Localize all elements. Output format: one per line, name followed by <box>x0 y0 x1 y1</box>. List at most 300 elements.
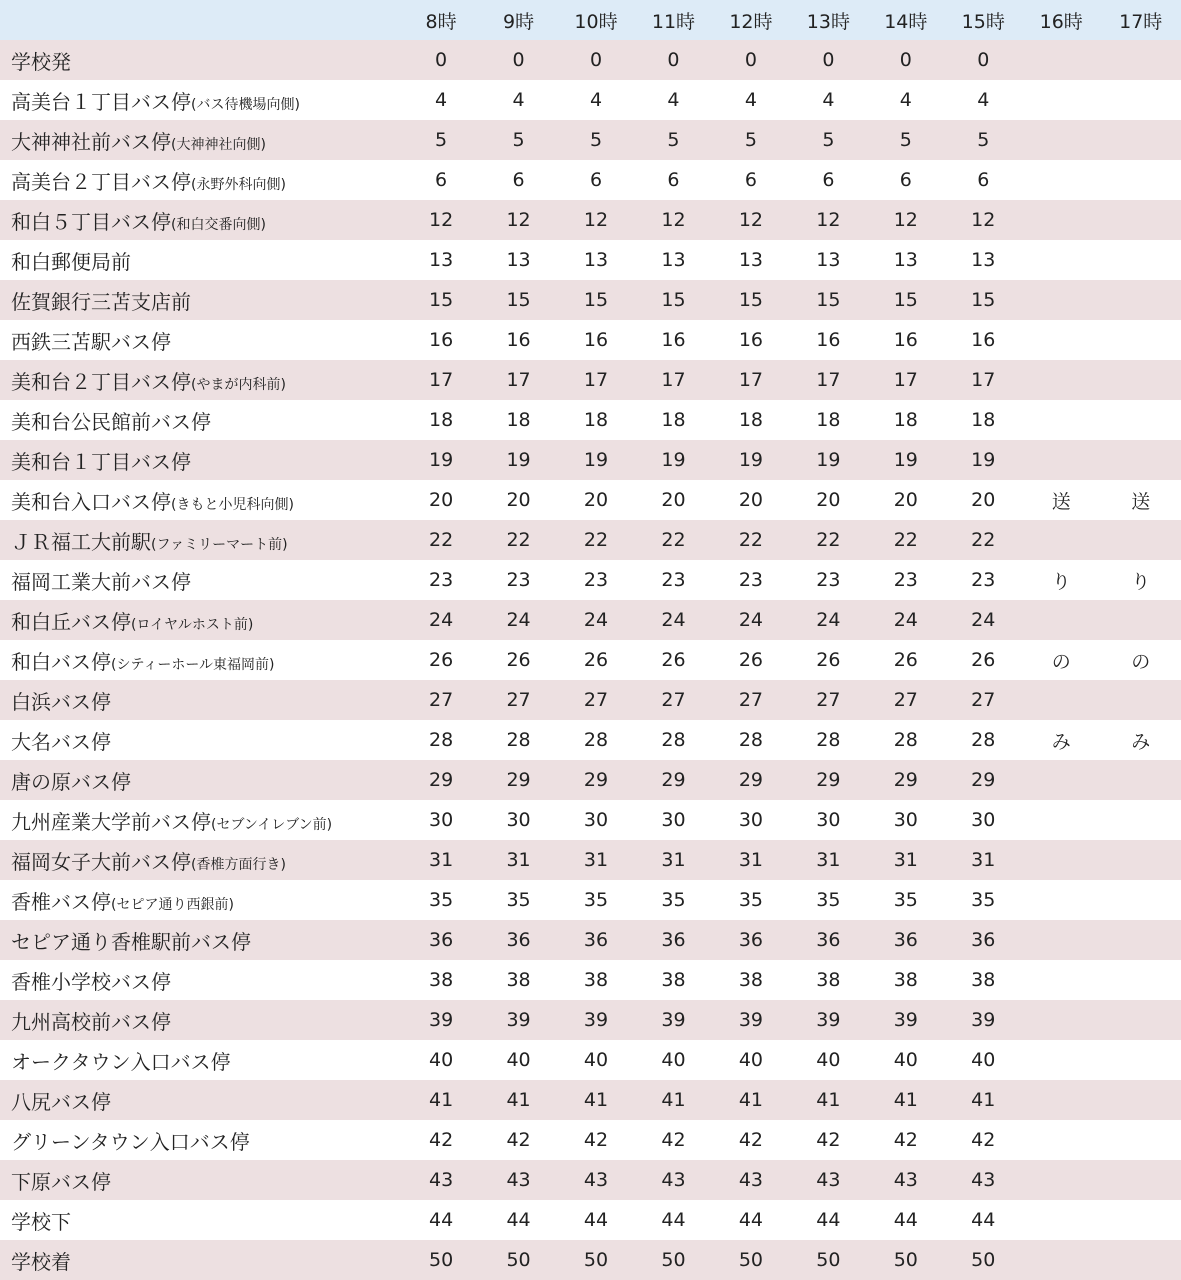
dropoff-only-cell <box>1100 1040 1181 1080</box>
stop-name: セピア通り香椎駅前バス停 <box>11 929 251 954</box>
minutes-cell: 31 <box>971 849 996 871</box>
minutes-cell: 16 <box>893 329 918 351</box>
minutes-cell: 17 <box>816 369 841 391</box>
stop-name: 高美台１丁目バス停 <box>11 89 191 114</box>
minutes-cell: 50 <box>738 1249 763 1271</box>
minutes-cell: 27 <box>583 689 609 711</box>
stop-landmark-note: (やまが内科前) <box>191 376 286 393</box>
minutes-cell: 35 <box>506 889 531 911</box>
minutes-cell: 38 <box>506 969 531 991</box>
minutes-cell: 44 <box>429 1209 454 1231</box>
minutes-cell: 29 <box>429 769 454 791</box>
minutes-cell: 13 <box>893 249 918 271</box>
header-stop-column <box>0 0 402 40</box>
minutes-cell: 41 <box>893 1089 918 1111</box>
minutes-cell: 18 <box>816 409 841 431</box>
minutes-cell: 40 <box>506 1049 531 1071</box>
table-row <box>0 320 1181 360</box>
dropoff-only-cell <box>1022 1000 1100 1040</box>
dropoff-only-cell <box>1100 880 1181 920</box>
minutes-cell: 36 <box>506 929 531 951</box>
stop-landmark-note: (バス待機場向側) <box>191 96 300 113</box>
header-hour: 14時 <box>884 10 928 33</box>
minutes-cell: 41 <box>583 1089 609 1111</box>
minutes-cell: 17 <box>893 369 918 391</box>
header-hour: 16時 <box>1039 10 1083 33</box>
stop-landmark-note: (香椎方面行き) <box>191 856 286 873</box>
minutes-cell: 43 <box>583 1169 609 1191</box>
minutes-cell: 22 <box>971 529 996 551</box>
stop-name: 香椎バス停 <box>11 889 111 914</box>
minutes-cell: 41 <box>429 1089 454 1111</box>
header-row <box>0 0 1181 40</box>
dropoff-only-cell: み <box>1131 730 1151 753</box>
minutes-cell: 22 <box>583 529 609 551</box>
minutes-cell: 24 <box>738 609 763 631</box>
minutes-cell: 27 <box>506 689 531 711</box>
minutes-cell: 6 <box>589 169 603 191</box>
minutes-cell: 18 <box>738 409 763 431</box>
minutes-cell: 50 <box>971 1249 996 1271</box>
minutes-cell: 20 <box>971 489 996 511</box>
minutes-cell: 27 <box>971 689 996 711</box>
minutes-cell: 26 <box>429 649 454 671</box>
dropoff-only-cell <box>1100 1000 1181 1040</box>
stop-landmark-note: (大神神社向側) <box>171 136 266 153</box>
stop-name-cell <box>0 320 402 360</box>
dropoff-only-cell <box>1022 1200 1100 1240</box>
table-row <box>0 280 1181 320</box>
minutes-cell: 19 <box>893 449 918 471</box>
table-row <box>0 720 1181 760</box>
minutes-cell: 42 <box>971 1129 996 1151</box>
minutes-cell: 43 <box>429 1169 454 1191</box>
minutes-cell: 24 <box>429 609 454 631</box>
minutes-cell: 20 <box>661 489 686 511</box>
minutes-cell: 44 <box>661 1209 686 1231</box>
table-row <box>0 1160 1181 1200</box>
stop-name: 美和台２丁目バス停 <box>11 369 191 394</box>
minutes-cell: 39 <box>893 1009 918 1031</box>
minutes-cell: 12 <box>971 209 996 231</box>
minutes-cell: 29 <box>816 769 841 791</box>
minutes-cell: 41 <box>738 1089 763 1111</box>
minutes-cell: 17 <box>583 369 609 391</box>
dropoff-only-cell <box>1100 760 1181 800</box>
minutes-cell: 39 <box>583 1009 609 1031</box>
dropoff-only-cell <box>1100 1240 1181 1280</box>
table-row <box>0 1200 1181 1240</box>
minutes-cell: 42 <box>738 1129 763 1151</box>
table-row <box>0 360 1181 400</box>
minutes-cell: 16 <box>971 329 996 351</box>
minutes-cell: 27 <box>893 689 918 711</box>
minutes-cell: 30 <box>429 809 454 831</box>
stop-name-cell <box>0 1000 402 1040</box>
minutes-cell: 5 <box>667 129 680 151</box>
dropoff-only-cell <box>1100 280 1181 320</box>
minutes-cell: 18 <box>893 409 918 431</box>
minutes-cell: 22 <box>816 529 841 551</box>
minutes-cell: 30 <box>661 809 686 831</box>
minutes-cell: 28 <box>506 729 531 751</box>
minutes-cell: 28 <box>738 729 763 751</box>
minutes-cell: 4 <box>899 89 912 111</box>
minutes-cell: 17 <box>506 369 531 391</box>
header-hour: 13時 <box>806 10 850 33</box>
dropoff-only-cell <box>1100 680 1181 720</box>
minutes-cell: 16 <box>738 329 763 351</box>
minutes-cell: 31 <box>816 849 841 871</box>
minutes-cell: 26 <box>738 649 763 671</box>
minutes-cell: 40 <box>583 1049 609 1071</box>
minutes-cell: 42 <box>661 1129 686 1151</box>
stop-name: 八尻バス停 <box>11 1089 111 1114</box>
stop-name-cell <box>0 560 402 600</box>
minutes-cell: 39 <box>506 1009 531 1031</box>
stop-name: 福岡工業大前バス停 <box>11 569 191 594</box>
stop-name: 美和台入口バス停 <box>11 489 171 514</box>
minutes-cell: 19 <box>661 449 686 471</box>
minutes-cell: 31 <box>893 849 918 871</box>
stop-name: 福岡女子大前バス停 <box>11 849 191 874</box>
minutes-cell: 44 <box>816 1209 841 1231</box>
stop-name-cell <box>0 840 402 880</box>
dropoff-only-cell <box>1100 800 1181 840</box>
minutes-cell: 30 <box>583 809 609 831</box>
minutes-cell: 44 <box>893 1209 918 1231</box>
minutes-cell: 15 <box>506 289 531 311</box>
stop-name-cell <box>0 400 402 440</box>
minutes-cell: 29 <box>583 769 609 791</box>
stop-name-cell <box>0 880 402 920</box>
dropoff-only-cell <box>1022 120 1100 160</box>
minutes-cell: 31 <box>583 849 609 871</box>
minutes-cell: 18 <box>429 409 454 431</box>
minutes-cell: 23 <box>583 569 609 591</box>
minutes-cell: 26 <box>583 649 609 671</box>
stop-landmark-note: (永野外科向側) <box>191 176 286 193</box>
minutes-cell: 26 <box>816 649 841 671</box>
minutes-cell: 6 <box>977 169 990 191</box>
minutes-cell: 18 <box>506 409 531 431</box>
minutes-cell: 36 <box>738 929 763 951</box>
stop-name: 大名バス停 <box>11 729 111 754</box>
minutes-cell: 19 <box>816 449 841 471</box>
stop-name-cell <box>0 520 402 560</box>
minutes-cell: 4 <box>977 89 990 111</box>
dropoff-only-cell <box>1100 360 1181 400</box>
stop-landmark-note: (ファミリーマート前) <box>151 536 288 553</box>
header-hour: 15時 <box>961 10 1005 33</box>
minutes-cell: 0 <box>512 49 525 71</box>
dropoff-only-cell <box>1022 400 1100 440</box>
minutes-cell: 19 <box>506 449 531 471</box>
stop-name: 学校着 <box>11 1249 71 1274</box>
stop-name-cell <box>0 80 402 120</box>
minutes-cell: 43 <box>816 1169 841 1191</box>
stop-name: 和白郵便局前 <box>11 249 131 274</box>
dropoff-only-cell <box>1100 400 1181 440</box>
dropoff-only-cell <box>1022 920 1100 960</box>
minutes-cell: 12 <box>738 209 763 231</box>
stop-name-cell <box>0 640 402 680</box>
minutes-cell: 13 <box>738 249 763 271</box>
minutes-cell: 35 <box>583 889 609 911</box>
minutes-cell: 43 <box>661 1169 686 1191</box>
dropoff-only-cell <box>1022 200 1100 240</box>
minutes-cell: 24 <box>661 609 686 631</box>
minutes-cell: 29 <box>506 769 531 791</box>
stop-name: 学校発 <box>11 49 71 74</box>
stop-landmark-note: (シティーホール東福岡前) <box>111 656 275 673</box>
minutes-cell: 36 <box>583 929 609 951</box>
table-row <box>0 800 1181 840</box>
minutes-cell: 6 <box>822 169 835 191</box>
dropoff-only-cell: み <box>1051 730 1071 753</box>
minutes-cell: 26 <box>506 649 531 671</box>
minutes-cell: 28 <box>661 729 686 751</box>
stop-name-cell <box>0 1080 402 1120</box>
minutes-cell: 31 <box>429 849 454 871</box>
minutes-cell: 43 <box>738 1169 763 1191</box>
minutes-cell: 15 <box>738 289 763 311</box>
minutes-cell: 22 <box>738 529 763 551</box>
table-row <box>0 1240 1181 1280</box>
dropoff-only-cell <box>1022 800 1100 840</box>
minutes-cell: 6 <box>667 169 680 191</box>
dropoff-only-cell <box>1100 960 1181 1000</box>
minutes-cell: 35 <box>661 889 686 911</box>
minutes-cell: 36 <box>661 929 686 951</box>
dropoff-only-cell <box>1022 680 1100 720</box>
minutes-cell: 23 <box>429 569 454 591</box>
minutes-cell: 28 <box>971 729 996 751</box>
minutes-cell: 16 <box>661 329 686 351</box>
dropoff-only-cell <box>1100 80 1181 120</box>
stop-name-cell <box>0 440 402 480</box>
minutes-cell: 4 <box>435 89 448 111</box>
stop-name-cell <box>0 920 402 960</box>
minutes-cell: 6 <box>899 169 912 191</box>
dropoff-only-cell <box>1022 600 1100 640</box>
minutes-cell: 42 <box>816 1129 841 1151</box>
minutes-cell: 50 <box>893 1249 918 1271</box>
stop-landmark-note: (きもと小児科向側) <box>171 496 294 513</box>
minutes-cell: 4 <box>744 89 757 111</box>
minutes-cell: 16 <box>583 329 609 351</box>
minutes-cell: 41 <box>816 1089 841 1111</box>
minutes-cell: 29 <box>893 769 918 791</box>
minutes-cell: 0 <box>822 49 835 71</box>
minutes-cell: 23 <box>506 569 531 591</box>
stop-name: 九州高校前バス停 <box>11 1009 171 1034</box>
minutes-cell: 40 <box>816 1049 841 1071</box>
header-hour: 8時 <box>425 10 457 33</box>
dropoff-only-cell <box>1100 600 1181 640</box>
minutes-cell: 44 <box>506 1209 531 1231</box>
minutes-cell: 4 <box>512 89 525 111</box>
dropoff-only-cell <box>1022 760 1100 800</box>
minutes-cell: 23 <box>738 569 763 591</box>
minutes-cell: 19 <box>583 449 609 471</box>
minutes-cell: 39 <box>738 1009 763 1031</box>
minutes-cell: 41 <box>661 1089 686 1111</box>
dropoff-only-cell <box>1022 320 1100 360</box>
minutes-cell: 27 <box>816 689 841 711</box>
minutes-cell: 15 <box>816 289 841 311</box>
minutes-cell: 39 <box>661 1009 686 1031</box>
stop-name: 大神神社前バス停 <box>11 129 171 154</box>
minutes-cell: 36 <box>971 929 996 951</box>
minutes-cell: 26 <box>971 649 996 671</box>
stop-name-cell <box>0 1200 402 1240</box>
stop-name: 西鉄三苫駅バス停 <box>11 329 171 354</box>
minutes-cell: 43 <box>893 1169 918 1191</box>
minutes-cell: 17 <box>971 369 996 391</box>
minutes-cell: 22 <box>661 529 686 551</box>
minutes-cell: 38 <box>971 969 996 991</box>
minutes-cell: 31 <box>661 849 686 871</box>
minutes-cell: 13 <box>971 249 996 271</box>
minutes-cell: 6 <box>512 169 525 191</box>
minutes-cell: 20 <box>429 489 454 511</box>
minutes-cell: 12 <box>816 209 841 231</box>
minutes-cell: 44 <box>583 1209 609 1231</box>
stop-name: 九州産業大学前バス停 <box>11 809 211 834</box>
minutes-cell: 19 <box>429 449 454 471</box>
minutes-cell: 30 <box>893 809 918 831</box>
minutes-cell: 36 <box>429 929 454 951</box>
minutes-cell: 0 <box>977 49 990 71</box>
minutes-cell: 24 <box>971 609 996 631</box>
minutes-cell: 18 <box>661 409 686 431</box>
dropoff-only-cell <box>1022 40 1100 80</box>
dropoff-only-cell <box>1100 160 1181 200</box>
table-row <box>0 880 1181 920</box>
dropoff-only-cell: 送 <box>1051 490 1071 513</box>
minutes-cell: 38 <box>429 969 454 991</box>
minutes-cell: 42 <box>583 1129 609 1151</box>
minutes-cell: 20 <box>583 489 609 511</box>
dropoff-only-cell <box>1022 280 1100 320</box>
minutes-cell: 40 <box>738 1049 763 1071</box>
minutes-cell: 20 <box>506 489 531 511</box>
minutes-cell: 13 <box>583 249 609 271</box>
minutes-cell: 28 <box>429 729 454 751</box>
minutes-cell: 0 <box>667 49 680 71</box>
minutes-cell: 28 <box>583 729 609 751</box>
stop-name: ＪＲ福工大前駅 <box>11 529 151 554</box>
dropoff-only-cell <box>1100 1120 1181 1160</box>
minutes-cell: 43 <box>506 1169 531 1191</box>
minutes-cell: 5 <box>977 129 990 151</box>
table-row <box>0 640 1181 680</box>
minutes-cell: 5 <box>435 129 448 151</box>
minutes-cell: 30 <box>738 809 763 831</box>
stop-name-cell <box>0 680 402 720</box>
minutes-cell: 40 <box>429 1049 454 1071</box>
minutes-cell: 22 <box>429 529 454 551</box>
minutes-cell: 44 <box>738 1209 763 1231</box>
minutes-cell: 13 <box>506 249 531 271</box>
table-row <box>0 400 1181 440</box>
minutes-cell: 43 <box>971 1169 996 1191</box>
minutes-cell: 24 <box>816 609 841 631</box>
minutes-cell: 5 <box>589 129 603 151</box>
dropoff-only-cell <box>1100 920 1181 960</box>
table-row <box>0 1080 1181 1120</box>
minutes-cell: 39 <box>971 1009 996 1031</box>
stop-name-cell <box>0 280 402 320</box>
stop-name: 香椎小学校バス停 <box>11 969 171 994</box>
minutes-cell: 31 <box>506 849 531 871</box>
stop-name: 和白５丁目バス停 <box>11 209 171 234</box>
stop-name-cell <box>0 120 402 160</box>
minutes-cell: 27 <box>661 689 686 711</box>
minutes-cell: 38 <box>661 969 686 991</box>
minutes-cell: 23 <box>661 569 686 591</box>
table-row <box>0 40 1181 80</box>
minutes-cell: 15 <box>429 289 454 311</box>
minutes-cell: 12 <box>429 209 454 231</box>
minutes-cell: 50 <box>506 1249 531 1271</box>
minutes-cell: 12 <box>506 209 531 231</box>
minutes-cell: 17 <box>661 369 686 391</box>
stop-name: 白浜バス停 <box>11 689 111 714</box>
dropoff-only-cell <box>1100 200 1181 240</box>
table-row <box>0 920 1181 960</box>
minutes-cell: 35 <box>738 889 763 911</box>
minutes-cell: 36 <box>893 929 918 951</box>
minutes-cell: 0 <box>435 49 448 71</box>
dropoff-only-cell: り <box>1131 570 1151 593</box>
stop-name: 美和台公民館前バス停 <box>11 409 211 434</box>
minutes-cell: 27 <box>429 689 454 711</box>
dropoff-only-cell <box>1100 840 1181 880</box>
minutes-cell: 27 <box>738 689 763 711</box>
minutes-cell: 35 <box>816 889 841 911</box>
stop-name: 美和台１丁目バス停 <box>11 449 191 474</box>
minutes-cell: 35 <box>429 889 454 911</box>
dropoff-only-cell <box>1022 1080 1100 1120</box>
stop-name-cell <box>0 1240 402 1280</box>
minutes-cell: 36 <box>816 929 841 951</box>
table-row <box>0 1040 1181 1080</box>
minutes-cell: 20 <box>893 489 918 511</box>
dropoff-only-cell <box>1022 880 1100 920</box>
table-row <box>0 520 1181 560</box>
minutes-cell: 16 <box>429 329 454 351</box>
header-hour: 10時 <box>574 10 618 33</box>
dropoff-only-cell <box>1100 120 1181 160</box>
dropoff-only-cell <box>1100 1160 1181 1200</box>
table-row <box>0 680 1181 720</box>
stop-name-cell <box>0 720 402 760</box>
minutes-cell: 26 <box>661 649 686 671</box>
minutes-cell: 41 <box>506 1089 531 1111</box>
minutes-cell: 50 <box>661 1249 686 1271</box>
dropoff-only-cell <box>1100 1200 1181 1240</box>
minutes-cell: 15 <box>661 289 686 311</box>
header-hour: 11時 <box>651 10 696 33</box>
stop-landmark-note: (ロイヤルホスト前) <box>131 616 254 633</box>
minutes-cell: 29 <box>971 769 996 791</box>
minutes-cell: 13 <box>816 249 841 271</box>
minutes-cell: 39 <box>429 1009 454 1031</box>
minutes-cell: 22 <box>893 529 918 551</box>
dropoff-only-cell <box>1022 1120 1100 1160</box>
